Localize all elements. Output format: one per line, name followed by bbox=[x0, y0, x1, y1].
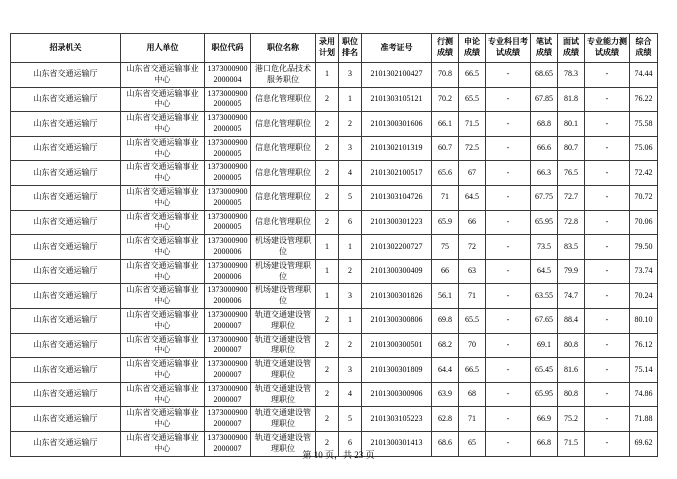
table-cell: 山东省交通运输事业中心 bbox=[121, 161, 205, 186]
table-cell: 83.5 bbox=[558, 235, 585, 260]
table-cell: 63.9 bbox=[432, 382, 459, 407]
table-cell: 山东省交通运输厅 bbox=[11, 112, 121, 137]
table-cell: 山东省交通运输厅 bbox=[11, 407, 121, 432]
table-cell: 13730009002000005 bbox=[205, 185, 251, 210]
table-cell: 76.22 bbox=[630, 87, 658, 112]
table-cell: - bbox=[486, 235, 531, 260]
table-cell: 74.44 bbox=[630, 63, 658, 88]
column-header: 招录机关 bbox=[11, 34, 121, 63]
table-row bbox=[11, 63, 658, 88]
table-cell: 信息化管理职位 bbox=[251, 185, 316, 210]
table-cell: 机场建设管理职位 bbox=[251, 284, 316, 309]
table-cell: 山东省交通运输事业中心 bbox=[121, 210, 205, 235]
table-cell: 山东省交通运输厅 bbox=[11, 308, 121, 333]
table-cell: - bbox=[585, 284, 630, 309]
table-cell: 67.65 bbox=[531, 308, 558, 333]
table-cell: 山东省交通运输厅 bbox=[11, 185, 121, 210]
table-cell: 1 bbox=[339, 235, 362, 260]
table-cell: 2 bbox=[316, 358, 339, 383]
table-cell: 山东省交通运输厅 bbox=[11, 210, 121, 235]
table-cell: 山东省交通运输厅 bbox=[11, 358, 121, 383]
table-cell: 13730009002000005 bbox=[205, 136, 251, 161]
table-cell: 88.4 bbox=[558, 308, 585, 333]
table-cell: 山东省交通运输厅 bbox=[11, 431, 121, 456]
table-cell: 2101302100517 bbox=[362, 161, 432, 186]
table-cell: 81.8 bbox=[558, 87, 585, 112]
table-cell: 13730009002000004 bbox=[205, 63, 251, 88]
table-cell: - bbox=[585, 308, 630, 333]
table-cell: 76.5 bbox=[558, 161, 585, 186]
table-cell: - bbox=[486, 87, 531, 112]
table-cell: - bbox=[486, 112, 531, 137]
table-cell: 1 bbox=[316, 235, 339, 260]
table-cell: 2 bbox=[316, 185, 339, 210]
table-cell: 65.5 bbox=[459, 87, 486, 112]
table-row bbox=[11, 87, 658, 112]
table-cell: - bbox=[585, 431, 630, 456]
table-cell: 山东省交通运输事业中心 bbox=[121, 308, 205, 333]
table-cell: 67 bbox=[459, 161, 486, 186]
table-cell: 山东省交通运输厅 bbox=[11, 259, 121, 284]
table-row bbox=[11, 382, 658, 407]
table-cell: 80.7 bbox=[558, 136, 585, 161]
table-row bbox=[11, 259, 658, 284]
table-cell: 3 bbox=[339, 63, 362, 88]
table-cell: 轨道交通建设管理职位 bbox=[251, 358, 316, 383]
table-cell: 79.9 bbox=[558, 259, 585, 284]
table-cell: 2101300300409 bbox=[362, 259, 432, 284]
score-table bbox=[10, 33, 658, 457]
table-cell: 65.95 bbox=[531, 382, 558, 407]
table-body bbox=[11, 63, 658, 457]
table-cell: 65 bbox=[459, 431, 486, 456]
table-cell: 山东省交通运输事业中心 bbox=[121, 235, 205, 260]
table-row bbox=[11, 161, 658, 186]
table-cell: 1 bbox=[316, 259, 339, 284]
table-cell: 2101303105121 bbox=[362, 87, 432, 112]
table-cell: 5 bbox=[339, 407, 362, 432]
table-cell: 64.5 bbox=[459, 185, 486, 210]
table-cell: 71.5 bbox=[558, 431, 585, 456]
table-cell: 13730009002000007 bbox=[205, 431, 251, 456]
table-cell: 79.50 bbox=[630, 235, 658, 260]
table-cell: 2 bbox=[316, 382, 339, 407]
table-cell: 4 bbox=[339, 382, 362, 407]
table-cell: 13730009002000005 bbox=[205, 161, 251, 186]
table-cell: - bbox=[585, 136, 630, 161]
table-cell: 13730009002000007 bbox=[205, 382, 251, 407]
table-cell: 70.8 bbox=[432, 63, 459, 88]
table-cell: 13730009002000005 bbox=[205, 87, 251, 112]
table-cell: 65.6 bbox=[432, 161, 459, 186]
table-cell: - bbox=[585, 185, 630, 210]
table-cell: 66 bbox=[459, 210, 486, 235]
table-cell: 13730009002000007 bbox=[205, 308, 251, 333]
table-cell: 63.55 bbox=[531, 284, 558, 309]
table-cell: 信息化管理职位 bbox=[251, 87, 316, 112]
table-cell: 山东省交通运输事业中心 bbox=[121, 87, 205, 112]
table-cell: 71 bbox=[459, 407, 486, 432]
table-cell: 信息化管理职位 bbox=[251, 210, 316, 235]
table-cell: 74.86 bbox=[630, 382, 658, 407]
table-cell: 山东省交通运输厅 bbox=[11, 63, 121, 88]
table-cell: - bbox=[585, 382, 630, 407]
column-header: 行测成绩 bbox=[432, 34, 459, 63]
table-cell: 3 bbox=[339, 284, 362, 309]
table-row bbox=[11, 210, 658, 235]
table-cell: 1 bbox=[316, 63, 339, 88]
column-header: 用人单位 bbox=[121, 34, 205, 63]
table-cell: 山东省交通运输厅 bbox=[11, 161, 121, 186]
table-cell: - bbox=[486, 259, 531, 284]
table-cell: 75.58 bbox=[630, 112, 658, 137]
table-cell: 3 bbox=[339, 358, 362, 383]
table-cell: 2101300300806 bbox=[362, 308, 432, 333]
table-cell: 山东省交通运输事业中心 bbox=[121, 431, 205, 456]
table-cell: 1 bbox=[316, 284, 339, 309]
table-cell: 山东省交通运输厅 bbox=[11, 136, 121, 161]
table-cell: 3 bbox=[339, 136, 362, 161]
table-row bbox=[11, 358, 658, 383]
column-header: 笔试成绩 bbox=[531, 34, 558, 63]
page-number-footer: 第 10 页，共 23 页 bbox=[302, 450, 375, 460]
table-cell: 68 bbox=[459, 382, 486, 407]
table-cell: 山东省交通运输事业中心 bbox=[121, 185, 205, 210]
table-cell: - bbox=[585, 63, 630, 88]
column-header: 专业能力测试成绩 bbox=[585, 34, 630, 63]
table-cell: 山东省交通运输事业中心 bbox=[121, 407, 205, 432]
table-cell: 2101302200727 bbox=[362, 235, 432, 260]
table-cell: - bbox=[486, 308, 531, 333]
table-cell: 13730009002000005 bbox=[205, 210, 251, 235]
column-header: 面试成绩 bbox=[558, 34, 585, 63]
table-cell: 山东省交通运输事业中心 bbox=[121, 358, 205, 383]
table-cell: 2101300301809 bbox=[362, 358, 432, 383]
table-cell: 68.2 bbox=[432, 333, 459, 358]
table-cell: 66.9 bbox=[531, 407, 558, 432]
table-cell: 66.5 bbox=[459, 63, 486, 88]
table-cell: 80.8 bbox=[558, 382, 585, 407]
table-cell: 山东省交通运输厅 bbox=[11, 382, 121, 407]
table-cell: 2101300300906 bbox=[362, 382, 432, 407]
table-cell: - bbox=[585, 235, 630, 260]
table-cell: - bbox=[585, 407, 630, 432]
table-cell: 2101300301606 bbox=[362, 112, 432, 137]
table-cell: - bbox=[486, 407, 531, 432]
table-cell: 机场建设管理职位 bbox=[251, 235, 316, 260]
table-cell: 信息化管理职位 bbox=[251, 136, 316, 161]
table-cell: 山东省交通运输事业中心 bbox=[121, 259, 205, 284]
table-header bbox=[11, 34, 658, 63]
table-cell: 66.3 bbox=[531, 161, 558, 186]
table-cell: 72 bbox=[459, 235, 486, 260]
table-cell: 山东省交通运输厅 bbox=[11, 235, 121, 260]
table-cell: 76.12 bbox=[630, 333, 658, 358]
table-cell: 71.5 bbox=[459, 112, 486, 137]
table-cell: - bbox=[486, 161, 531, 186]
table-cell: 1 bbox=[339, 87, 362, 112]
table-cell: 66.5 bbox=[459, 358, 486, 383]
table-cell: 2 bbox=[316, 87, 339, 112]
table-cell: 信息化管理职位 bbox=[251, 112, 316, 137]
table-cell: 2 bbox=[316, 136, 339, 161]
table-cell: 65.9 bbox=[432, 210, 459, 235]
table-cell: 山东省交通运输厅 bbox=[11, 284, 121, 309]
table-cell: - bbox=[486, 63, 531, 88]
table-cell: 2 bbox=[316, 333, 339, 358]
table-cell: 81.6 bbox=[558, 358, 585, 383]
table-cell: 2101300301826 bbox=[362, 284, 432, 309]
table-cell: 64.5 bbox=[531, 259, 558, 284]
table-cell: 75 bbox=[432, 235, 459, 260]
table-cell: 71.88 bbox=[630, 407, 658, 432]
table-cell: - bbox=[486, 185, 531, 210]
table-cell: 轨道交通建设管理职位 bbox=[251, 382, 316, 407]
table-cell: 70 bbox=[459, 333, 486, 358]
table-cell: 山东省交通运输事业中心 bbox=[121, 284, 205, 309]
column-header: 职位名称 bbox=[251, 34, 316, 63]
table-row bbox=[11, 112, 658, 137]
column-header: 录用计划 bbox=[316, 34, 339, 63]
table-cell: - bbox=[486, 382, 531, 407]
table-cell: 轨道交通建设管理职位 bbox=[251, 333, 316, 358]
table-cell: - bbox=[585, 210, 630, 235]
table-cell: 69.1 bbox=[531, 333, 558, 358]
table-cell: 68.65 bbox=[531, 63, 558, 88]
table-cell: 山东省交通运输事业中心 bbox=[121, 333, 205, 358]
table-cell: - bbox=[486, 431, 531, 456]
table-cell: 5 bbox=[339, 185, 362, 210]
table-cell: 62.8 bbox=[432, 407, 459, 432]
table-cell: - bbox=[486, 284, 531, 309]
table-cell: - bbox=[585, 161, 630, 186]
table-cell: 66.6 bbox=[531, 136, 558, 161]
table-cell: - bbox=[486, 136, 531, 161]
table-cell: 轨道交通建设管理职位 bbox=[251, 308, 316, 333]
table-cell: 13730009002000006 bbox=[205, 284, 251, 309]
table-cell: 69.8 bbox=[432, 308, 459, 333]
table-cell: 山东省交通运输厅 bbox=[11, 333, 121, 358]
table-cell: 港口危化品技术服务职位 bbox=[251, 63, 316, 88]
table-cell: 4 bbox=[339, 161, 362, 186]
table-cell: 6 bbox=[339, 210, 362, 235]
table-cell: 72.8 bbox=[558, 210, 585, 235]
table-cell: - bbox=[585, 259, 630, 284]
table-cell: 2 bbox=[316, 210, 339, 235]
table-row bbox=[11, 235, 658, 260]
table-row bbox=[11, 284, 658, 309]
table-cell: 75.14 bbox=[630, 358, 658, 383]
table-cell: - bbox=[486, 333, 531, 358]
table-cell: 2 bbox=[339, 112, 362, 137]
table-cell: 2101303105223 bbox=[362, 407, 432, 432]
table-cell: 70.24 bbox=[630, 284, 658, 309]
table-row bbox=[11, 407, 658, 432]
table-cell: 13730009002000007 bbox=[205, 333, 251, 358]
table-cell: 13730009002000006 bbox=[205, 235, 251, 260]
table-cell: 信息化管理职位 bbox=[251, 161, 316, 186]
table-cell: 74.7 bbox=[558, 284, 585, 309]
table-cell: 轨道交通建设管理职位 bbox=[251, 407, 316, 432]
table-row bbox=[11, 308, 658, 333]
table-cell: 63 bbox=[459, 259, 486, 284]
table-cell: 山东省交通运输事业中心 bbox=[121, 112, 205, 137]
table-cell: - bbox=[585, 87, 630, 112]
table-cell: - bbox=[585, 358, 630, 383]
table-cell: 69.62 bbox=[630, 431, 658, 456]
table-cell: 2101302100427 bbox=[362, 63, 432, 88]
table-cell: - bbox=[486, 210, 531, 235]
table-cell: 2101300301223 bbox=[362, 210, 432, 235]
column-header: 职位排名 bbox=[339, 34, 362, 63]
table-cell: 78.3 bbox=[558, 63, 585, 88]
table-cell: 68.8 bbox=[531, 112, 558, 137]
table-cell: 2101302101319 bbox=[362, 136, 432, 161]
table-cell: 80.1 bbox=[558, 112, 585, 137]
table-cell: 72.7 bbox=[558, 185, 585, 210]
table-cell: 80.10 bbox=[630, 308, 658, 333]
table-cell: 2 bbox=[316, 161, 339, 186]
table-cell: 2 bbox=[316, 112, 339, 137]
table-cell: 65.5 bbox=[459, 308, 486, 333]
header-row bbox=[11, 34, 658, 63]
column-header: 综合成绩 bbox=[630, 34, 658, 63]
table-cell: 轨道交通建设管理职位 bbox=[251, 431, 316, 456]
table-cell: - bbox=[585, 333, 630, 358]
table-cell: 70.06 bbox=[630, 210, 658, 235]
table-cell: 2 bbox=[339, 259, 362, 284]
table-cell: 71 bbox=[432, 185, 459, 210]
table-cell: - bbox=[486, 358, 531, 383]
table-cell: 72.42 bbox=[630, 161, 658, 186]
table-cell: 13730009002000007 bbox=[205, 407, 251, 432]
table-cell: 70.72 bbox=[630, 185, 658, 210]
table-cell: 80.8 bbox=[558, 333, 585, 358]
table-cell: 山东省交通运输事业中心 bbox=[121, 382, 205, 407]
table-cell: 2 bbox=[316, 407, 339, 432]
table-row bbox=[11, 136, 658, 161]
table-cell: 机场建设管理职位 bbox=[251, 259, 316, 284]
table-cell: 13730009002000006 bbox=[205, 259, 251, 284]
table-cell: 71 bbox=[459, 284, 486, 309]
column-header: 专业科目考试成绩 bbox=[486, 34, 531, 63]
table-cell: - bbox=[585, 112, 630, 137]
table-cell: 75.2 bbox=[558, 407, 585, 432]
table-cell: 2101300301413 bbox=[362, 431, 432, 456]
table-cell: 1 bbox=[339, 308, 362, 333]
table-cell: 山东省交通运输厅 bbox=[11, 87, 121, 112]
table-cell: 73.5 bbox=[531, 235, 558, 260]
table-cell: 67.85 bbox=[531, 87, 558, 112]
table-cell: 60.7 bbox=[432, 136, 459, 161]
column-header: 职位代码 bbox=[205, 34, 251, 63]
table-cell: 66.8 bbox=[531, 431, 558, 456]
table-cell: 64.4 bbox=[432, 358, 459, 383]
table-cell: 75.06 bbox=[630, 136, 658, 161]
table-cell: 73.74 bbox=[630, 259, 658, 284]
table-cell: 山东省交通运输事业中心 bbox=[121, 136, 205, 161]
table-cell: 66.1 bbox=[432, 112, 459, 137]
table-cell: 72.5 bbox=[459, 136, 486, 161]
table-cell: 70.2 bbox=[432, 87, 459, 112]
table-cell: 2101300300501 bbox=[362, 333, 432, 358]
table-cell: 67.75 bbox=[531, 185, 558, 210]
table-row bbox=[11, 185, 658, 210]
table-cell: 2 bbox=[316, 308, 339, 333]
table-cell: 56.1 bbox=[432, 284, 459, 309]
table-cell: 13730009002000007 bbox=[205, 358, 251, 383]
column-header: 准考证号 bbox=[362, 34, 432, 63]
table-cell: 68.6 bbox=[432, 431, 459, 456]
table-cell: 2 bbox=[316, 431, 339, 456]
table-cell: 65.95 bbox=[531, 210, 558, 235]
column-header: 申论成绩 bbox=[459, 34, 486, 63]
table-cell: 66 bbox=[432, 259, 459, 284]
table-cell: 13730009002000005 bbox=[205, 112, 251, 137]
table-cell: 2101303104726 bbox=[362, 185, 432, 210]
table-row bbox=[11, 333, 658, 358]
table-cell: 65.45 bbox=[531, 358, 558, 383]
table-cell: 2 bbox=[339, 333, 362, 358]
table-cell: 6 bbox=[339, 431, 362, 456]
table-cell: 山东省交通运输事业中心 bbox=[121, 63, 205, 88]
